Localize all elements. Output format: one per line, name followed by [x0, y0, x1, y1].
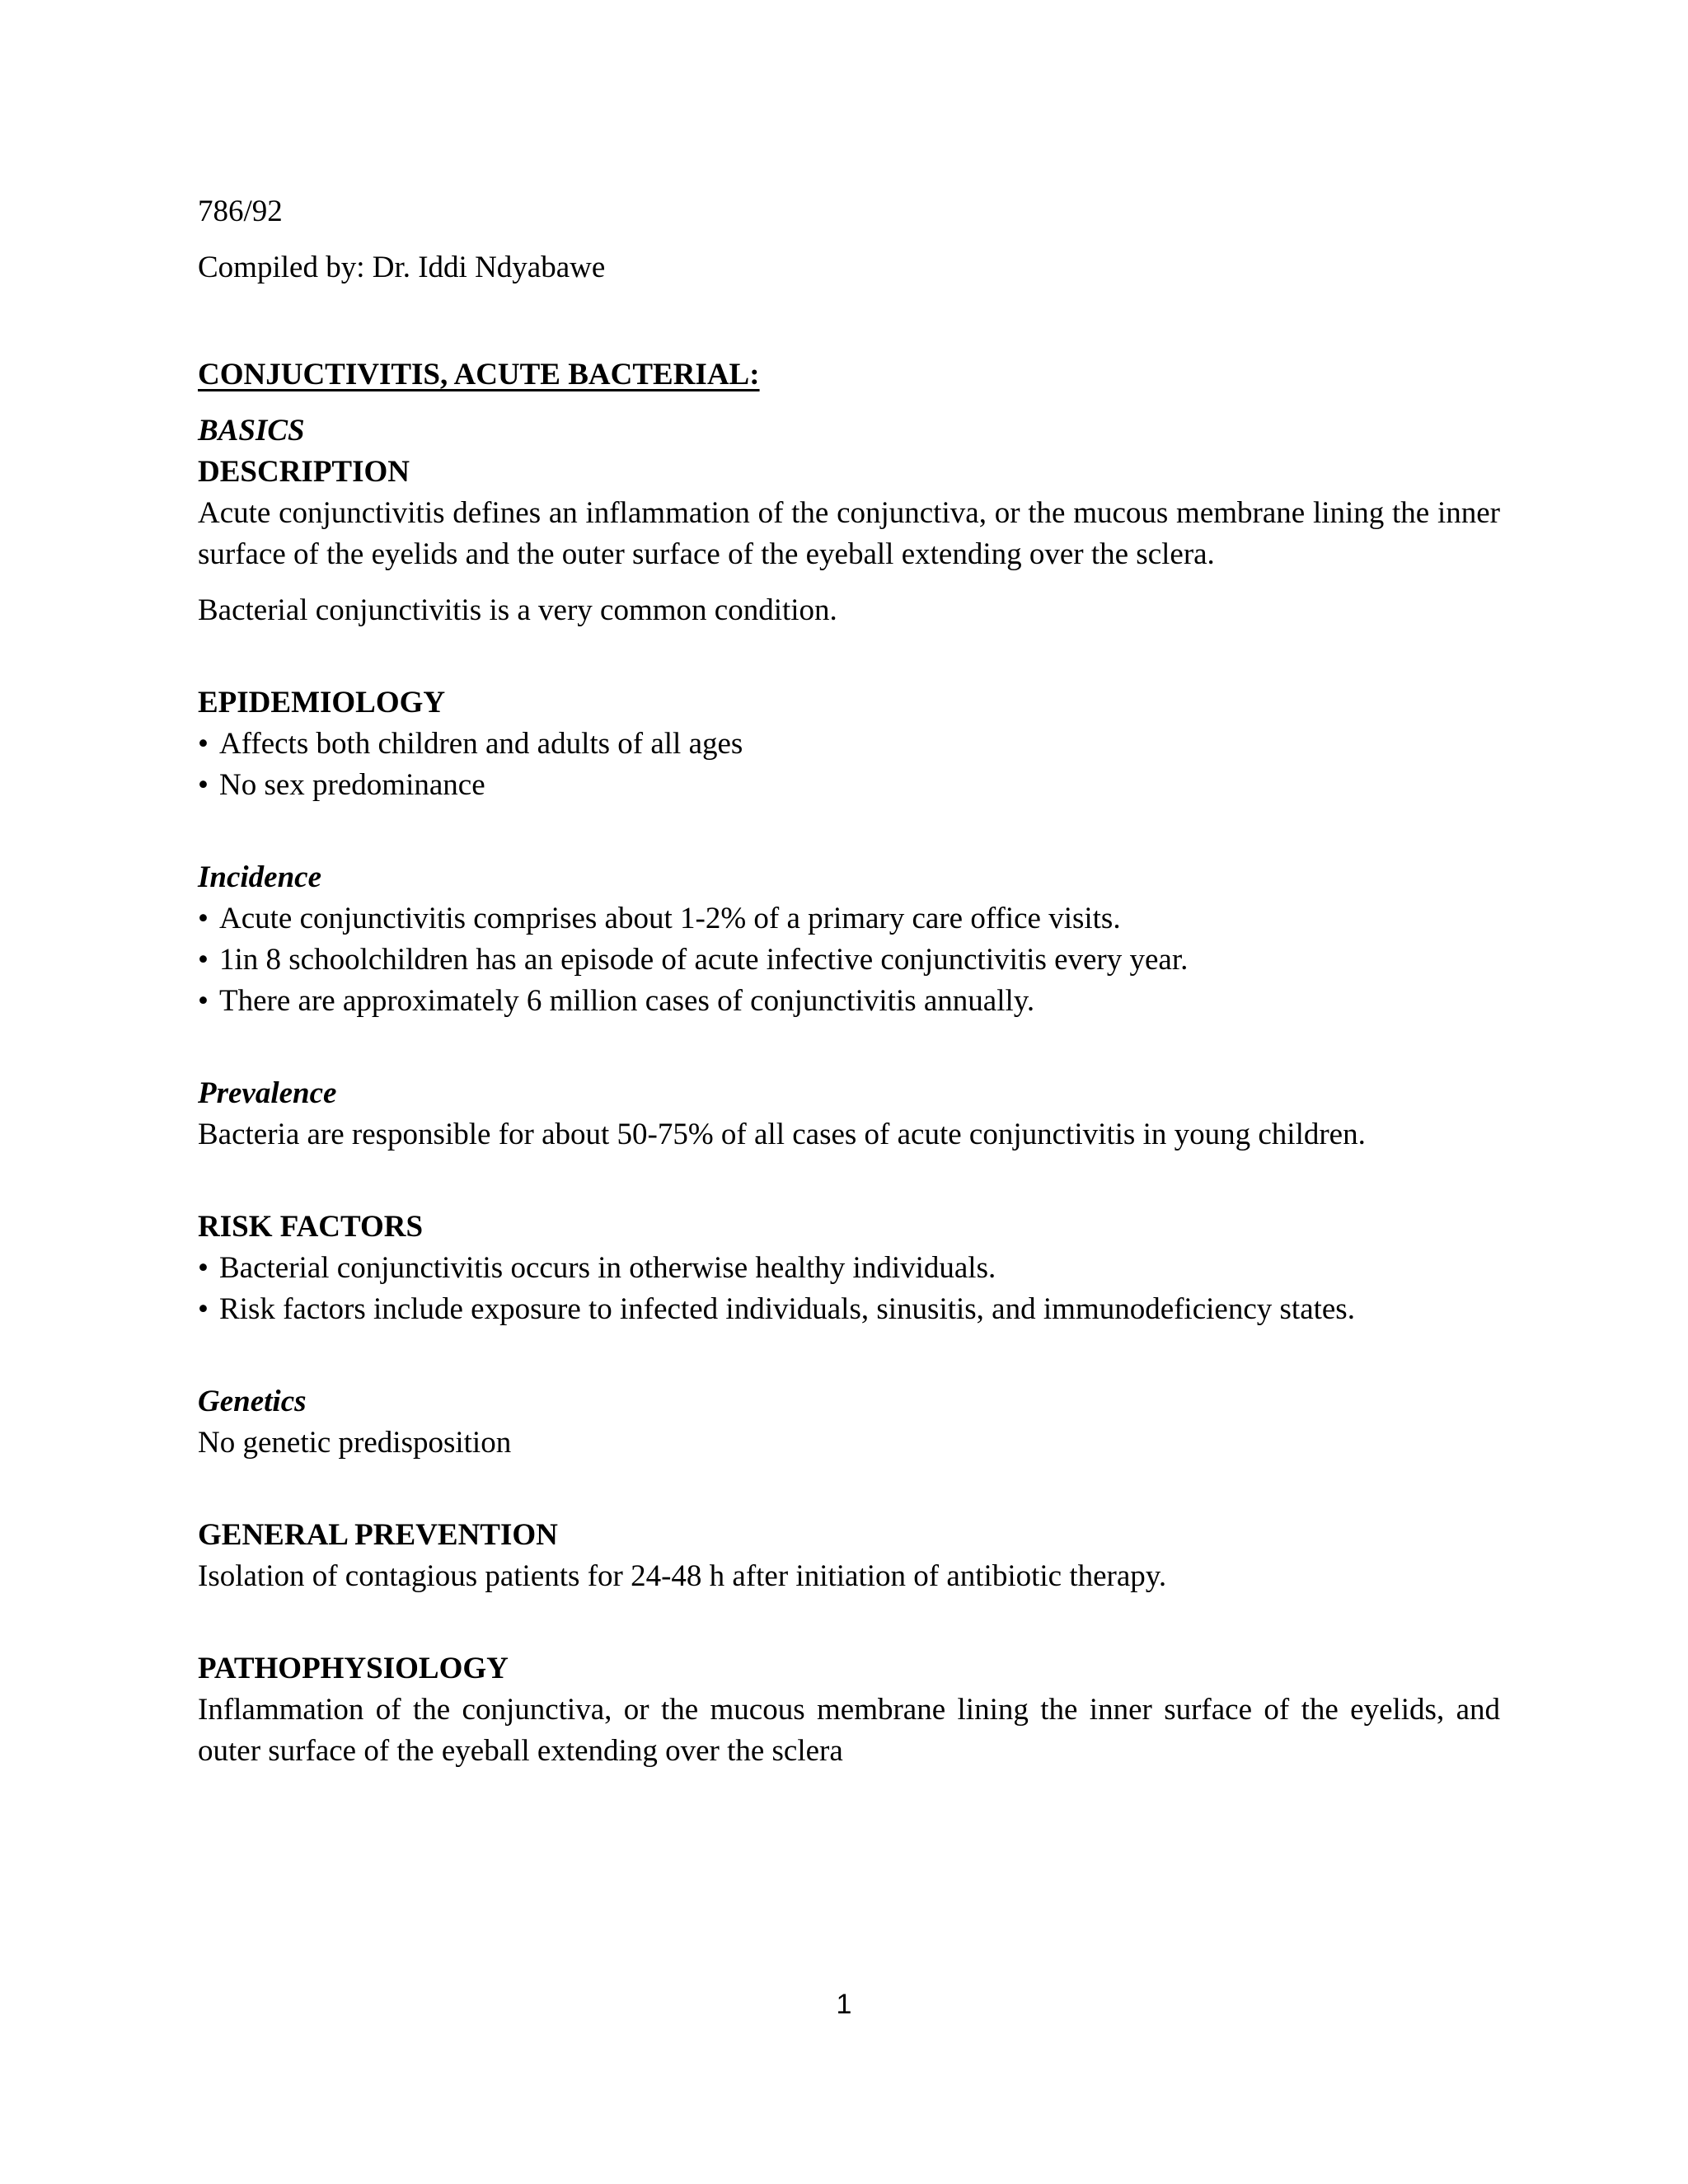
- page-number: 1: [836, 1989, 852, 2020]
- bullet-icon: •: [198, 768, 209, 802]
- document-title: CONJUCTIVITIS, ACUTE BACTERIAL:: [198, 358, 760, 391]
- general-prevention-text: Isolation of contagious patients for 24-48 h after initiation of antibiotic therapy.: [198, 1559, 1167, 1593]
- bullet-icon: •: [198, 1251, 209, 1285]
- page-content: [198, 191, 1500, 1772]
- general-prevention-heading: GENERAL PREVENTION: [198, 1518, 558, 1552]
- prevalence-text: Bacteria are responsible for about 50-75% of all cases of acute conjunctivitis in young children.: [198, 1118, 1366, 1151]
- epidemiology-list: [198, 724, 1500, 806]
- prevalence-heading: Prevalence: [198, 1076, 337, 1110]
- list-item: • No sex predominance: [198, 765, 1500, 806]
- bullet-icon: •: [198, 727, 209, 761]
- bullet-icon: •: [198, 984, 209, 1018]
- document-reference: 786/92: [198, 194, 283, 228]
- compiled-by: Compiled by: Dr. Iddi Ndyabawe: [198, 251, 606, 284]
- incidence-heading: Incidence: [198, 860, 322, 894]
- risk-factors-heading: RISK FACTORS: [198, 1210, 424, 1244]
- bullet-icon: •: [198, 1292, 209, 1326]
- list-item: • Bacterial conjunctivitis occurs in otherwise healthy individuals.: [198, 1248, 1500, 1289]
- list-item: • Risk factors include exposure to infected individuals, sinusitis, and immunodeficiency states.: [198, 1289, 1500, 1330]
- description-heading: DESCRIPTION: [198, 455, 410, 489]
- pathophysiology-text: Inflammation of the conjunctiva, or the mucous membrane lining the inner surface of the eyelids, and outer surface of the eyeball extending over the sclera: [198, 1693, 1500, 1768]
- epidemiology-heading: EPIDEMIOLOGY: [198, 686, 446, 719]
- genetics-text: No genetic predisposition: [198, 1426, 512, 1460]
- list-item: • Affects both children and adults of all ages: [198, 724, 1500, 765]
- list-item: • 1in 8 schoolchildren has an episode of acute infective conjunctivitis every year.: [198, 940, 1500, 981]
- genetics-heading: Genetics: [198, 1385, 307, 1418]
- list-item: • Acute conjunctivitis comprises about 1-2% of a primary care office visits.: [198, 898, 1500, 940]
- bullet-icon: •: [198, 943, 209, 977]
- description-paragraph: Bacterial conjunctivitis is a very common condition.: [198, 593, 837, 627]
- risk-factors-list: [198, 1248, 1500, 1330]
- pathophysiology-heading: PATHOPHYSIOLOGY: [198, 1652, 509, 1685]
- basics-label: BASICS: [198, 414, 305, 448]
- incidence-list: [198, 898, 1500, 1022]
- bullet-icon: •: [198, 902, 209, 935]
- list-item: • There are approximately 6 million cases of conjunctivitis annually.: [198, 981, 1500, 1022]
- description-paragraph: Acute conjunctivitis defines an inflammation of the conjunctiva, or the mucous membrane lining the inner surface of the eyelids and the outer surface of the eyeball extending over the sclera.: [198, 496, 1500, 571]
